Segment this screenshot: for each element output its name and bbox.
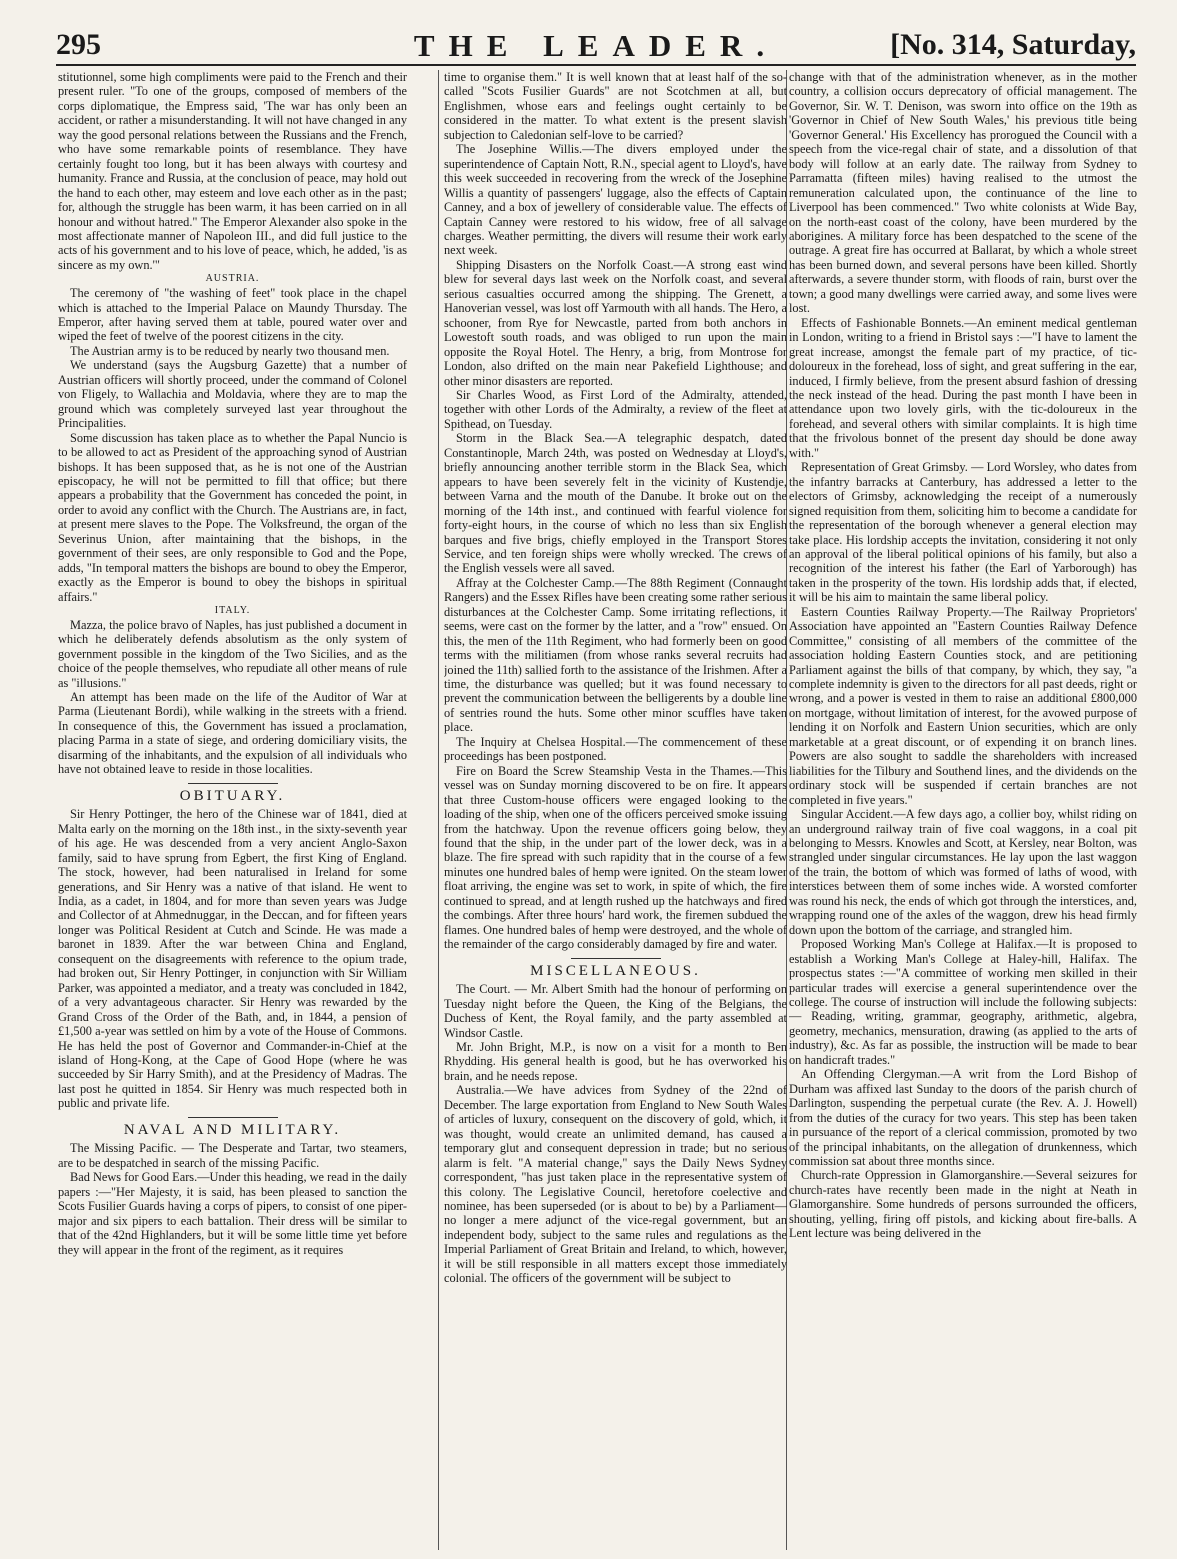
section-heading: NAVAL AND MILITARY. xyxy=(123,1121,342,1138)
article-continuation: change with that of the administration whenever, as in the mother country, a collision occurs deprecatory of official management. The Governor, Sir. W. T. Denison, was sworn into office on the 19th as 'Governor in Chief of New South Wales,' his previous title being 'Governor General.' His Excellency has prorogued the Council with a speech from the vice-regal chair of state, and a dissolution of that body will follow at an early date. The railway from Sydney to Parramatta (fifteen miles) having realised to the utmost the remuneration calculated upon, the continuance of the line to Liverpool has been commenced." Two white colonists at Wide Bay, on the north-east coast of the colony, have been murdered by the aborigines. A military force has been despatched to the scene of the outrage. A great fire has occurred at Ballarat, by which a whole street has been burned down, and several persons have been killed. Shortly afterwards, a severe thunder storm, with floods of rain, burst over the town; a good many dwellings were carried away, and some lives were lost. xyxy=(789,70,1137,316)
paragraph: Proposed Working Man's College at Halifax.—It is proposed to establish a Working Man's College at Haley-hill, Halifax. The prospectus states :—"A committee of working men skilled in their particular trades will exercise a general superintendence over the college. The course of instruction will include the following subjects: — Reading, writing, grammar, geography, arithmetic, algebra, geometry, mechanics, mensuration, drawing (as applied to the arts of industry), &c. As far as possible, the instruction will be made to bear on handicraft trades." xyxy=(789,937,1137,1067)
column-divider xyxy=(438,70,439,1550)
column-2 xyxy=(444,70,787,1550)
paragraph: Church-rate Oppression in Glamorganshire.—Several seizures for church-rates have recently been made in the night at Neath in Glamorganshire. Some hundreds of persons surrounded the officers, shouting, yelling, firing off pistols, and kicking about fire-balls. A Lent lecture was being delivered in the xyxy=(789,1168,1137,1241)
paragraph: Affray at the Colchester Camp.—The 88th Regiment (Connaught Rangers) and the Essex Rifles have been creating some rather serious disturbances at the Colchester Camp. Some irritating reflections, it seems, were cast on the former by the latter, and a "row" ensued. On this, the men of the 11th Regiment, who had formerly been on good terms with the militiamen (from whose ranks several recruits had joined the 11th) sallied forth to the assistance of the Irishmen. After a time, the disturbance was quelled; but it was found necessary to prevent the communication between the belligerents by a double line of sentries round the huts. Some other minor scuffles have taken place. xyxy=(444,575,787,735)
paragraph: Effects of Fashionable Bonnets.—An eminent medical gentleman in London, writing to a friend in Bristol says :—"I have to lament the great increase, amongst the female part of my practice, of tic-doloureux in the forehead, loss of sight, and great suffering in the ear, induced, I firmly believe, from the present absurd fashion of dressing the neck instead of the head. During the past month I have been in attendance upon two lovely girls, with the tic-doloureux in the forehead, and several others with similar complaints. It is high time that the frivolous bonnet of the present day should be done away with." xyxy=(789,315,1137,460)
issue-info: [No. 314, Saturday, xyxy=(890,28,1136,61)
section-rule xyxy=(188,783,278,784)
paragraph: Shipping Disasters on the Norfolk Coast.—A strong east wind blew for several days last week on the Norfolk coast, and several serious casualties occurred among the shipping. The Grenett, a Hanoverian vessel, was lost off Yarmouth with all hands. The Hero, a schooner, from Rye for Newcastle, parted from both anchors in Lowestoft south roads, and was obliged to run upon the main opposite the Royal Hotel. The Henry, a brig, from Montrose for London, also drifted on the main near Pakefield Lighthouse; and other minor disasters are reported. xyxy=(444,257,787,388)
paragraph: Australia.—We have advices from Sydney of the 22nd of December. The large exportation from England to New South Wales of articles of luxury, consequent on the discovery of gold, which, it was thought, would create an unlimited demand, has caused a temporary glut and consequent depression in trade; but no serious alarm is felt. "A material change," says the Daily News Sydney correspondent, "has just taken place in the representative system of this colony. The Legislative Council, heretofore coelective and nominee, has been superseded (or is about to be) by a Parliament—no longer a mere adjunct of the vice-regal government, but an independent body, subject to the same rules and regulations as the Imperial Parliament of Great Britain and Ireland, to which, however, it will be still responsible in all matters except those immediately colonial. The officers of the government will be subject to xyxy=(444,1083,787,1286)
section-heading: OBITUARY. xyxy=(179,787,286,804)
paragraph: The Missing Pacific. — The Desperate and Tartar, two steamers, are to be despatched in search of the missing Pacific. xyxy=(58,1141,407,1170)
paragraph: Fire on Board the Screw Steamship Vesta in the Thames.—This vessel was on Sunday morning discovered to be on fire. It appears that three Custom-house officers were engaged looking to the loading of the ship, when one of the officers perceived smoke issuing from the hatchway. Upon the revenue officers going below, they found that the ship, in the under part of the lower deck, was in a blaze. The fire spread with such rapidity that in the course of a few minutes one hundred bales of hemp were ignited. On the steam lower float arriving, the engine was set to work, in spite of which, the fire continued to spread, and at length rushed up the hatchways and fired the combings. After three hours' hard work, the firemen subdued the flames. One hundred bales of hemp were destroyed, and the whole of the remainder of the cargo considerably damaged by fire and water. xyxy=(444,763,787,952)
paragraph: Bad News for Good Ears.—Under this heading, we read in the daily papers :—"Her Majesty, it is said, has been pleased to sanction the Scots Fusilier Guards having a corps of pipers, to consist of one piper-major and six pipers to each battalion. Their dress will be similar to that of the 42nd Highlanders, but it will be some little time yet before they will appear in the front of the regiment, as it requires xyxy=(58,1170,407,1257)
paragraph: An attempt has been made on the life of the Auditor of War at Parma (Lieutenant Bordi), while walking in the streets with a friend. In consequence of this, the Government has issued a proclamation, placing Parma in a state of siege, and ordering domiciliary visits, the disarming of the inhabitants, and the expulsion of all individuals who have not obtained leave to reside in those localities. xyxy=(58,690,407,777)
article-continuation: time to organise them." It is well known that at least half of the so-called "Scots Fusilier Guards" are not Scotchmen at all, but Englishmen, whose ears and feelings ought certainly to be considered in the matter. To what extent is the present slavish subjection to Caledonian self-love to be carried? xyxy=(444,70,787,142)
paragraph: The Court. — Mr. Albert Smith had the honour of performing on Tuesday night before the Queen, the King of the Belgians, the Duchess of Kent, the Royal family, and the party assembled at Windsor Castle. xyxy=(444,982,787,1040)
paragraph: The Josephine Willis.—The divers employed under the superintendence of Captain Nott, R.N., special agent to Lloyd's, have this week succeeded in recovering from the wreck of the Josephine Willis a quantity of passengers' luggage, also the effects of Captain Canney, and a box of jewellery of considerable value. The effects of Captain Canney were restored to his widow, free of all salvage charges. Weather permitting, the divers will resume their work early next week. xyxy=(444,142,787,258)
section-subheading: AUSTRIA. xyxy=(205,273,260,285)
column-3 xyxy=(789,70,1137,1550)
paragraph: Sir Henry Pottinger, the hero of the Chinese war of 1841, died at Malta early on the morning on the 18th inst., in the sixty-seventh year of his age. He was descended from a very ancient Anglo-Saxon family, said to have sprung from Egbert, the first King of England. The stock, however, had been naturalised in Ireland for some generations, and Sir Henry was a native of that island. He went to India, as a cadet, in 1804, and for more than seven years was Judge and Collector of at Ahmednuggar, in the Deccan, and for fifteen years longer was Political Resident at Cutch and Scinde. He was made a baronet in 1839. After the war between China and England, consequent on the disagreements with reference to the opium trade, had broken out, Sir Henry Pottinger, in conjunction with Sir William Parker, was appointed a mediator, and a treaty was concluded in 1842, of a very advantageous character. Sir Henry was rewarded by the Grand Cross of the Order of the Bath, and, in 1844, a pension of £1,500 a-year was settled on him by a vote of the House of Commons. He has held the post of Governor and Commander-in-Chief at the island of Hong-Kong, at the Cape of Good Hope (where he was succeeded by Sir Harry Smith), and at the Presidency of Madras. The last post he quitted in 1854. Sir Henry was much respected both in public and private life. xyxy=(58,807,407,1111)
paragraph: We understand (says the Augsburg Gazette) that a number of Austrian officers will shortly proceed, under the command of Colonel von Fligely, to Wallachia and Moldavia, where they are to map the ground which was completely surveyed last year throughout the Principalities. xyxy=(58,358,407,431)
paragraph: The Austrian army is to be reduced by nearly two thousand men. xyxy=(70,343,390,358)
page-number: 295 xyxy=(56,28,101,61)
paragraph: An Offending Clergyman.—A writ from the Lord Bishop of Durham was affixed last Sunday to the doors of the parish church of Darlington, suspending the perpetual curate (the Rev. A. J. Howell) from the duties of the curacy for two years. This step has been taken in pursuance of the report of a clerical commission, promoted by two of the principal inhabitants, on the allegation of drunkenness, which commission sat about three months since. xyxy=(789,1067,1137,1168)
paragraph: The Inquiry at Chelsea Hospital.—The commencement of these proceedings has been postponed. xyxy=(444,734,787,764)
paragraph: Storm in the Black Sea.—A telegraphic despatch, dated Constantinople, March 24th, was posted on Wednesday at Lloyd's, briefly announcing another terrible storm in the Black Sea, which appears to have been severely felt in the vicinity of Kustendje, between Varna and the mouth of the Danube. It broke out on the morning of the 14th inst., and continued with fearful violence for forty-eight hours, in the course of which no less than six English barques and five brigs, chiefly employed in the Transport Stores Service, and ten foreign ships were wholly wrecked. The crews of the English vessels were all saved. xyxy=(444,431,787,576)
paragraph: Singular Accident.—A few days ago, a collier boy, whilst riding on an underground railway train of five coal waggons, in a coal pit belonging to Messrs. Knowles and Scott, at Kersley, near Bolton, was strangled under singular circumstances. He lay upon the last waggon of the train, the bottom of which was formed of laths of wood, with interstices between them of some inches wide. A worsted comforter was round his neck, the ends of which got through the interstices, and, wrapping round one of the axles of the waggon, drew his head firmly down upon the bottom of the carriage, and strangled him. xyxy=(789,807,1137,937)
paragraph: The ceremony of "the washing of feet" took place in the chapel which is attached to the Imperial Palace on Maundy Thursday. The Emperor, after having served them at table, poured water over and wiped the feet of twelve of the poorest citizens in the city. xyxy=(58,286,407,344)
section-subheading: ITALY. xyxy=(214,605,251,617)
paragraph: Eastern Counties Railway Property.—The Railway Proprietors' Association have appointed an "Eastern Counties Railway Defence Committee," consisting of all members of the committee of the association holding Eastern Counties stock, and are petitioning Parliament against the bills of that company, by which, they say, "a complete indemnity is given to the directors for all past deeds, right or wrong, and a power is vested in them to raise an additional £800,000 on mortgage, without limitation of interest, for the avowed purpose of lending it on Norfolk and Eastern Union securities, which are only marketable at a great discount, or of expending it on branch lines. Powers are also sought to saddle the shareholders with increased liabilities for the Tilbury and Southend lines, and the dividends on the ordinary stock will be suspended if certain branches are not completed in five years." xyxy=(789,604,1137,807)
paragraph: Mazza, the police bravo of Naples, has just published a document in which he deliberately defends absolutism as the only system of government possible in the kingdom of the Two Sicilies, and as the choice of the people themselves, who repudiate all other means of rule as "illusions." xyxy=(58,617,407,690)
column-1 xyxy=(58,70,407,1550)
newspaper-title: THE LEADER. xyxy=(413,28,779,63)
masthead-bar xyxy=(56,28,1136,66)
section-rule xyxy=(571,958,661,959)
section-heading: MISCELLANEOUS. xyxy=(530,962,701,979)
paragraph: Representation of Great Grimsby. — Lord Worsley, who dates from the infantry barracks at Canterbury, has addressed a letter to the electors of Grimsby, acknowledging the receipt of a numerously signed requisition from them, soliciting him to become a candidate for the representation of the borough whenever a general election may take place. His lordship accepts the invitation, considering it not only an approval of the liberal political opinions of his family, but also a recognition of the interest his father (the Earl of Yarborough) has taken in the prosperity of the town. His lordship adds that, if elected, it will be his aim to maintain the same liberal policy. xyxy=(789,460,1137,605)
article-continuation: stitutionnel, some high compliments were paid to the French and their present ruler. "To one of the groups, composed of members of the corps diplomatique, the Empress said, 'The war has only been an accident, or rather a misunderstanding. It will not have changed in any way the good personal relations between the Russians and the French, who have some remarkable points of resemblance. They have certainly fought too long, but it has been always with courtesy and humanity. France and Russia, at the conclusion of peace, may hold out the hand to each other, may esteem and love each other as in the past; for, although the struggle has been warm, it has been carried on in all honour and without hatred." The Emperor Alexander also spoke in the most affectionate manner of Napoleon III., and did full justice to the acts of his government and to his love of peace, which, he added, 'is as sincere as my own.'" xyxy=(58,70,407,272)
paragraph: Mr. John Bright, M.P., is now on a visit for a month to Ben Rhydding. His general health is good, but he has overworked his brain, and he needs repose. xyxy=(444,1040,787,1083)
paragraph: Some discussion has taken place as to whether the Papal Nuncio is to be allowed to act as President of the approaching synod of Austrian bishops. It has been supposed that, as he is not one of the Austrian episcopacy, he will not be permitted to fill that office; but there appears a probability that the Government has conceded the point, in order to avoid any conflict with the Church. The Austrians are, in fact, at present mere slaves to the Pope. The Volksfreund, the organ of the Severinus Union, after maintaining that the bishops, in the government of their sees, are only responsible to God and the Pope, adds, "In temporal matters the bishops are bound to obey the Emperor, exactly as the Emperor is bound to obey the bishops in spiritual affairs." xyxy=(58,430,407,604)
paragraph: Sir Charles Wood, as First Lord of the Admiralty, attended, together with other Lords of the Admiralty, a review of the fleet at Spithead, on Tuesday. xyxy=(444,387,787,431)
section-rule xyxy=(188,1117,278,1118)
